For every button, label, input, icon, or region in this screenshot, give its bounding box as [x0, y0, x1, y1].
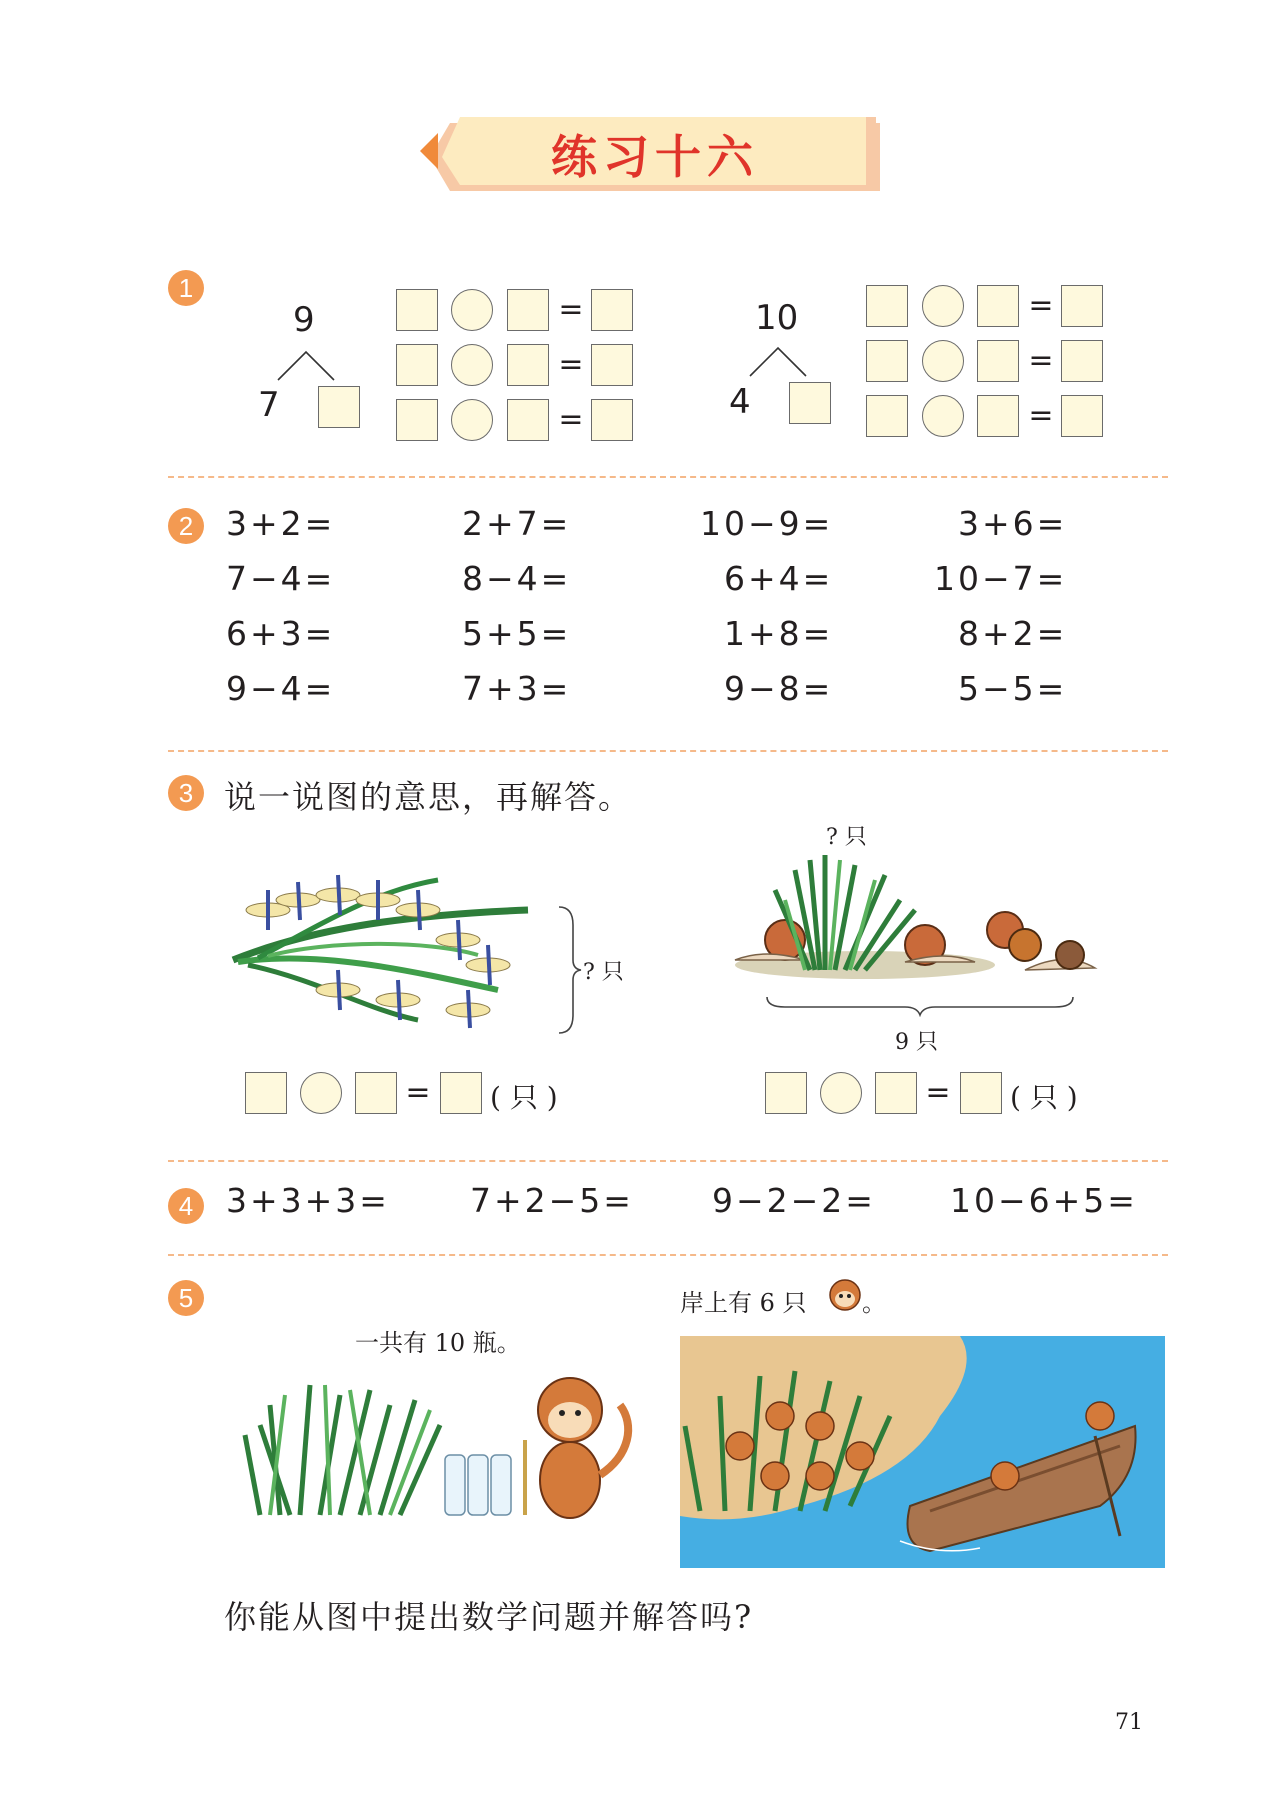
operator-circle[interactable] — [451, 399, 493, 441]
equation: 9−4= — [226, 669, 336, 708]
answer-box[interactable] — [1061, 285, 1103, 327]
dragonfly-unknown-label: ? 只 — [583, 960, 624, 985]
decomp-top-number: 10 — [755, 298, 799, 338]
exercise-1-badge: 1 — [168, 270, 204, 306]
equals-sign: = — [405, 1075, 431, 1110]
decomp-branch — [748, 346, 810, 378]
equation: 3+6= — [958, 504, 1068, 543]
answer-box[interactable] — [591, 399, 633, 441]
answer-box[interactable] — [866, 285, 908, 327]
answer-box[interactable] — [507, 399, 549, 441]
answer-box[interactable] — [396, 399, 438, 441]
equation: 3+3+3= — [226, 1181, 390, 1220]
equation: 6+4= — [724, 559, 834, 598]
answer-box[interactable] — [1061, 395, 1103, 437]
equation: 7+2−5= — [470, 1181, 634, 1220]
equation: 5−5= — [958, 669, 1068, 708]
equation: 9−8= — [724, 669, 834, 708]
answer-box[interactable] — [507, 344, 549, 386]
equation: 10−9= — [700, 504, 834, 543]
answer-box[interactable] — [977, 395, 1019, 437]
equals-sign: = — [558, 347, 584, 382]
equals-sign: = — [558, 292, 584, 327]
ex3-instruction: 说一说图的意思，再解答。 — [224, 778, 633, 816]
answer-box[interactable] — [318, 386, 360, 428]
monkeys-ashore-period: 。 — [862, 1289, 886, 1317]
exercise-4-badge: 4 — [168, 1188, 204, 1224]
equation: 8+2= — [958, 614, 1068, 653]
decomp-top-number: 9 — [293, 300, 315, 340]
monkey-face-icon — [828, 1278, 862, 1312]
operator-circle[interactable] — [922, 285, 964, 327]
unit-label: ( 只 ) — [1010, 1081, 1078, 1114]
answer-box[interactable] — [355, 1072, 397, 1114]
answer-box[interactable] — [875, 1072, 917, 1114]
answer-box[interactable] — [960, 1072, 1002, 1114]
equation: 5+5= — [462, 614, 572, 653]
total-snails-label: 9 只 — [895, 1030, 938, 1055]
snail-grass-illustration — [725, 850, 1115, 985]
answer-box[interactable] — [866, 395, 908, 437]
decomp-bottom-number: 4 — [729, 382, 751, 422]
exercise-2-badge: 2 — [168, 508, 204, 544]
equation: 2+7= — [462, 504, 572, 543]
hidden-snails-label: ? 只 — [826, 825, 867, 850]
answer-box[interactable] — [765, 1072, 807, 1114]
exercise-5-badge: 5 — [168, 1280, 204, 1316]
equals-sign: = — [1028, 398, 1054, 433]
dragonfly-grass-illustration — [228, 870, 548, 1030]
answer-box[interactable] — [245, 1072, 287, 1114]
separator — [168, 1254, 1168, 1256]
unit-label: ( 只 ) — [490, 1081, 558, 1114]
operator-circle[interactable] — [922, 340, 964, 382]
answer-box[interactable] — [396, 344, 438, 386]
equals-sign: = — [1028, 288, 1054, 323]
answer-box[interactable] — [1061, 340, 1103, 382]
monkey-bottles-illustration — [240, 1365, 640, 1525]
answer-box[interactable] — [977, 340, 1019, 382]
decomp-bottom-number: 7 — [258, 385, 280, 425]
equation: 7−4= — [226, 559, 336, 598]
separator — [168, 750, 1168, 752]
ex5-question: 你能从图中提出数学问题并解答吗? — [224, 1598, 754, 1636]
operator-circle[interactable] — [820, 1072, 862, 1114]
page-title: 练习十六 — [551, 130, 759, 184]
equation: 10−7= — [934, 559, 1068, 598]
equation: 3+2= — [226, 504, 336, 543]
equation: 10−6+5= — [950, 1181, 1138, 1220]
equation: 7+3= — [462, 669, 572, 708]
brace-icon — [555, 905, 585, 1035]
equation: 8−4= — [462, 559, 572, 598]
equation: 6+3= — [226, 614, 336, 653]
monkeys-ashore-label: 岸上有 6 只 — [680, 1289, 807, 1317]
bottom-brace-icon — [765, 995, 1075, 1017]
page-number: 71 — [1115, 1710, 1143, 1735]
operator-circle[interactable] — [451, 289, 493, 331]
answer-box[interactable] — [591, 289, 633, 331]
answer-box[interactable] — [866, 340, 908, 382]
operator-circle[interactable] — [922, 395, 964, 437]
answer-box[interactable] — [396, 289, 438, 331]
river-monkeys-illustration — [680, 1336, 1165, 1568]
answer-box[interactable] — [591, 344, 633, 386]
exercise-3-badge: 3 — [168, 775, 204, 811]
answer-box[interactable] — [440, 1072, 482, 1114]
bottles-label: 一共有 10 瓶。 — [355, 1329, 521, 1357]
answer-box[interactable] — [977, 285, 1019, 327]
operator-circle[interactable] — [300, 1072, 342, 1114]
answer-box[interactable] — [789, 382, 831, 424]
equation: 1+8= — [724, 614, 834, 653]
equals-sign: = — [1028, 343, 1054, 378]
answer-box[interactable] — [507, 289, 549, 331]
equals-sign: = — [925, 1075, 951, 1110]
separator — [168, 476, 1168, 478]
decomp-branch — [276, 350, 338, 382]
separator — [168, 1160, 1168, 1162]
equals-sign: = — [558, 402, 584, 437]
operator-circle[interactable] — [451, 344, 493, 386]
equation: 9−2−2= — [712, 1181, 876, 1220]
